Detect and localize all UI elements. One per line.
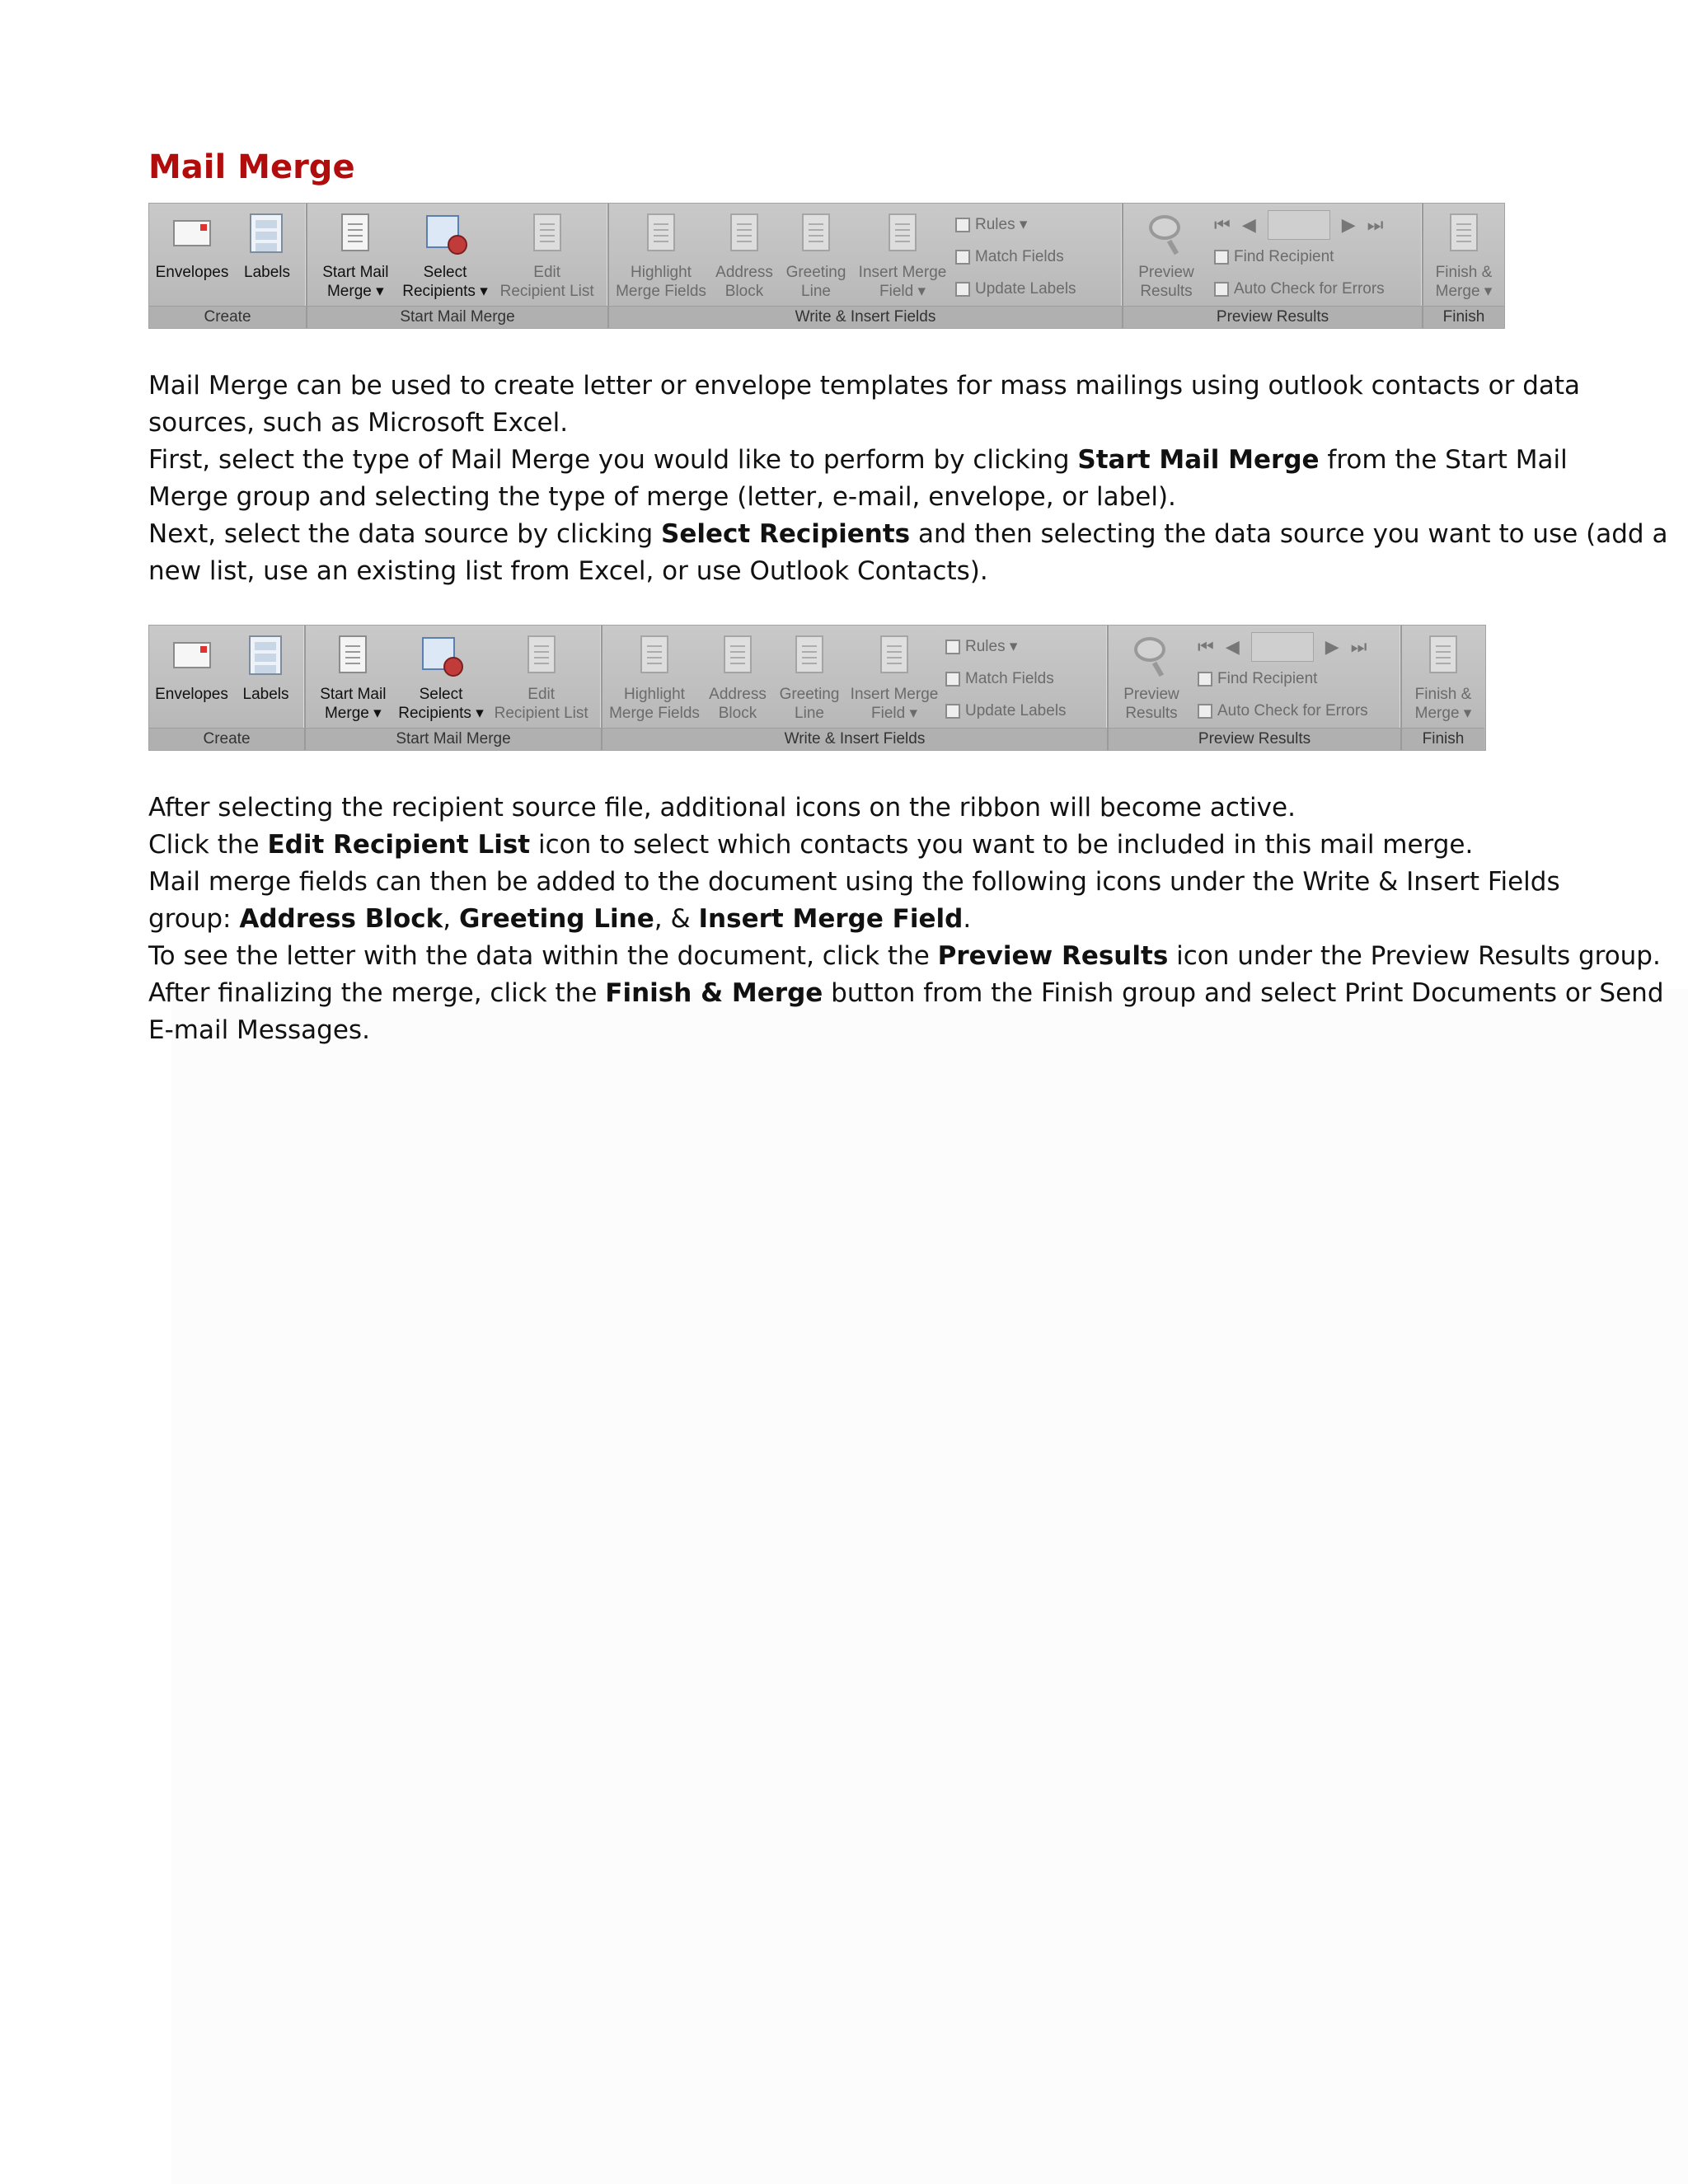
group-preview-results: [1123, 204, 1423, 328]
start-mail-merge-icon: [339, 635, 367, 673]
find-recipient-icon: [1198, 672, 1212, 687]
group-preview-results-2: [1109, 626, 1402, 750]
group-label-finish-2: Finish: [1402, 728, 1484, 750]
start-mail-merge-icon: [341, 213, 369, 251]
insert-merge-field-button-2[interactable]: Insert Merge Field ▾: [846, 630, 942, 727]
auto-check-errors-button[interactable]: Auto Check for Errors: [1214, 274, 1385, 304]
last-record-icon[interactable]: ⏭: [1367, 213, 1384, 235]
preview-results-icon: [1149, 215, 1180, 240]
insert-merge-field-icon: [889, 213, 917, 251]
select-recipients-icon: [422, 637, 455, 670]
first-record-icon[interactable]: ⏮: [1214, 213, 1231, 235]
group-label-finish: Finish: [1423, 306, 1504, 328]
page-title: Mail Merge: [148, 148, 355, 186]
group-label-preview-results: Preview Results: [1123, 306, 1422, 328]
group-finish-2: [1402, 626, 1484, 750]
finish-merge-button[interactable]: Finish & Merge ▾: [1427, 209, 1501, 305]
edit-recipient-list-button[interactable]: Edit Recipient List: [494, 209, 601, 305]
envelope-icon: [173, 220, 211, 246]
group-label-create-2: Create: [149, 728, 304, 750]
highlight-merge-fields-icon: [640, 635, 668, 673]
labels-icon: [250, 213, 283, 253]
rules-button-2[interactable]: Rules ▾: [945, 632, 1067, 662]
group-label-start-mail-merge-2: Start Mail Merge: [306, 728, 601, 750]
page-background: [171, 989, 1688, 2184]
find-recipient-button[interactable]: Find Recipient: [1214, 242, 1385, 272]
insert-merge-field-icon: [880, 635, 908, 673]
record-number-input[interactable]: [1268, 210, 1330, 240]
edit-recipient-list-icon: [528, 635, 556, 673]
labels-icon: [249, 635, 282, 675]
first-record-icon[interactable]: ⏮: [1198, 635, 1214, 657]
address-block-icon: [730, 213, 758, 251]
group-finish: [1423, 204, 1504, 328]
auto-check-icon: [1214, 282, 1229, 297]
group-label-write-insert-2: Write & Insert Fields: [603, 728, 1107, 750]
auto-check-errors-button-2[interactable]: Auto Check for Errors: [1198, 696, 1368, 726]
find-recipient-icon: [1214, 250, 1229, 265]
group-label-write-insert: Write & Insert Fields: [609, 306, 1122, 328]
select-recipients-icon: [426, 215, 459, 248]
finish-merge-button-2[interactable]: Finish & Merge ▾: [1406, 630, 1480, 727]
group-label-start-mail-merge: Start Mail Merge: [307, 306, 607, 328]
rules-button[interactable]: Rules ▾: [955, 210, 1076, 240]
labels-button[interactable]: Labels: [234, 209, 300, 305]
last-record-icon[interactable]: ⏭: [1350, 635, 1367, 657]
address-block-icon: [724, 635, 752, 673]
match-fields-icon: [945, 672, 960, 687]
select-recipients-button-2[interactable]: Select Recipients ▾: [400, 630, 482, 727]
start-mail-merge-button[interactable]: Start Mail Merge ▾: [314, 209, 396, 305]
update-labels-icon: [955, 282, 970, 297]
address-block-button[interactable]: Address Block: [710, 209, 779, 305]
group-write-insert-fields: [609, 204, 1123, 328]
preview-results-icon: [1134, 637, 1165, 662]
rules-icon: [955, 218, 970, 232]
greeting-line-icon: [795, 635, 823, 673]
match-fields-button-2[interactable]: Match Fields: [945, 664, 1067, 694]
ribbon-screenshot-2: [148, 625, 1486, 751]
update-labels-button-2[interactable]: Update Labels: [945, 696, 1067, 726]
select-recipients-button[interactable]: Select Recipients ▾: [404, 209, 486, 305]
edit-recipient-list-icon: [533, 213, 561, 251]
address-block-button-2[interactable]: Address Block: [703, 630, 772, 727]
preview-small-buttons-2: [1191, 630, 1368, 727]
write-insert-small-buttons: [952, 209, 1076, 305]
highlight-merge-fields-button-2[interactable]: Highlight Merge Fields: [606, 630, 703, 727]
previous-record-icon[interactable]: ◀: [1241, 213, 1256, 235]
envelope-icon: [173, 642, 211, 668]
highlight-merge-fields-button[interactable]: Highlight Merge Fields: [612, 209, 710, 305]
group-create-2: [149, 626, 306, 750]
preview-results-button-2[interactable]: Preview Results: [1112, 630, 1191, 727]
envelopes-button-2[interactable]: Envelopes: [155, 630, 229, 727]
record-navigation-2: [1198, 632, 1368, 662]
record-navigation: [1214, 210, 1385, 240]
ribbon-screenshot-1: [148, 203, 1505, 329]
rules-icon: [945, 640, 960, 654]
group-start-mail-merge-2: [306, 626, 603, 750]
insert-merge-field-button[interactable]: Insert Merge Field ▾: [853, 209, 952, 305]
find-recipient-button-2[interactable]: Find Recipient: [1198, 664, 1368, 694]
previous-record-icon[interactable]: ◀: [1225, 635, 1240, 657]
next-record-icon[interactable]: ▶: [1325, 635, 1339, 657]
group-label-preview-results-2: Preview Results: [1109, 728, 1400, 750]
labels-button-2[interactable]: Labels: [233, 630, 299, 727]
next-record-icon[interactable]: ▶: [1341, 213, 1356, 235]
auto-check-icon: [1198, 704, 1212, 719]
highlight-merge-fields-icon: [647, 213, 675, 251]
match-fields-icon: [955, 250, 970, 265]
greeting-line-button-2[interactable]: Greeting Line: [772, 630, 846, 727]
update-labels-icon: [945, 704, 960, 719]
finish-merge-icon: [1429, 635, 1457, 673]
write-insert-small-buttons-2: [942, 630, 1067, 727]
update-labels-button[interactable]: Update Labels: [955, 274, 1076, 304]
group-label-create: Create: [149, 306, 306, 328]
group-start-mail-merge: [307, 204, 609, 328]
preview-small-buttons: [1206, 209, 1385, 305]
edit-recipient-list-button-2[interactable]: Edit Recipient List: [488, 630, 595, 727]
intro-paragraph: Mail Merge can be used to create letter or envelope templates for mass mailings using outlook contacts or data sources, such as Microsoft Excel. First, select the type of Mail Merge you would like to perform by clicking Start Mail Merge from the Start Mail Merge group and selecting the type of merge (letter, e-mail, envelope, or label). Next, select the data source by clicking Select Recipients and then selecting the data source you want to use (add a new list, use an existing list from Excel, or use Outlook Contacts).: [148, 371, 1668, 586]
match-fields-button[interactable]: Match Fields: [955, 242, 1076, 272]
greeting-line-button[interactable]: Greeting Line: [779, 209, 853, 305]
greeting-line-icon: [802, 213, 830, 251]
record-number-input[interactable]: [1251, 632, 1314, 662]
start-mail-merge-button-2[interactable]: Start Mail Merge ▾: [312, 630, 394, 727]
instructions-paragraph: After selecting the recipient source file, additional icons on the ribbon will become active. Click the Edit Recipient List icon to select which contacts you want to be included in this mail merge. Mail merge fields can then be added to the document using the following icons under the Write & Insert Fields group: Address Block, Greeting Line, & Insert Merge Field. To see the letter with the data within the document, click the Preview Results icon under the Preview Results group. After finalizing the merge, click the Finish & Merge button from the Finish group and select Print Documents or Send E-mail Messages.: [148, 793, 1664, 1045]
preview-results-button[interactable]: Preview Results: [1127, 209, 1206, 305]
envelopes-button[interactable]: Envelopes: [155, 209, 229, 305]
finish-merge-icon: [1450, 213, 1478, 251]
group-write-insert-fields-2: [603, 626, 1109, 750]
group-create: [149, 204, 307, 328]
